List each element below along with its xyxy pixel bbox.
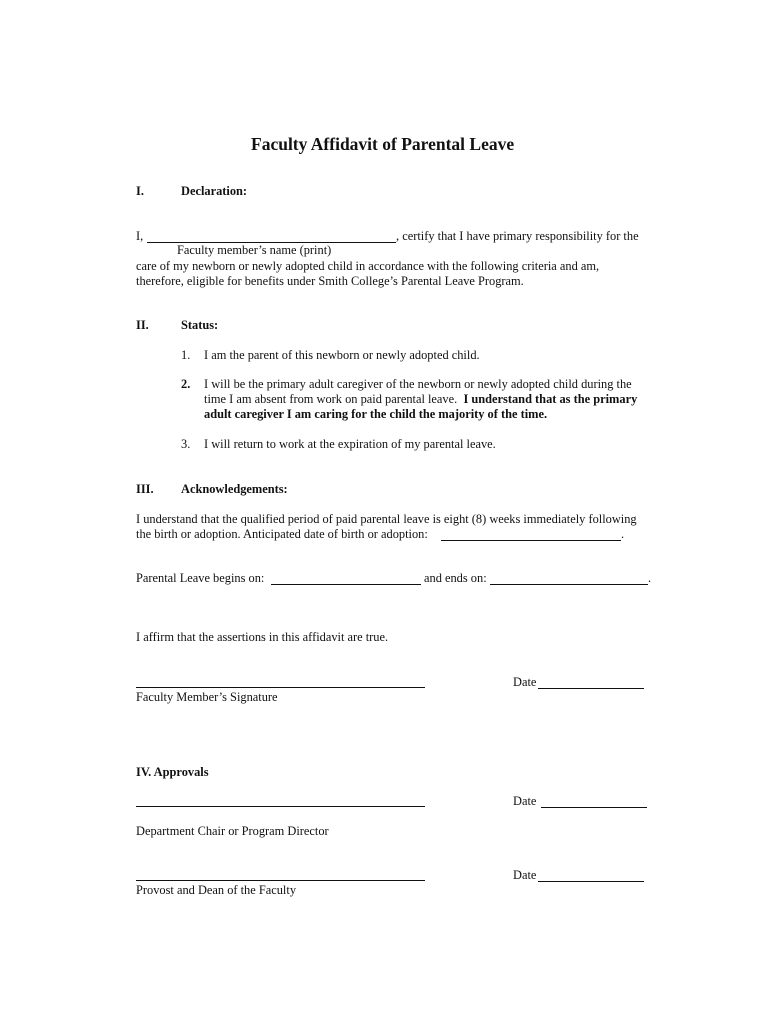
faculty-date-label: Date [513,675,537,689]
faculty-signature-field[interactable] [136,674,425,688]
leave-ends-label: and ends on: [424,571,487,585]
status-item-1-text: I am the parent of this newborn or newly adopted child. [204,348,480,362]
declaration-line-3: therefore, eligible for benefits under Smith College’s Parental Leave Program. [136,274,524,288]
page-title: Faculty Affidavit of Parental Leave [251,134,515,154]
section-3-heading: Acknowledgements: [181,482,288,496]
ack-line-2: the birth or adoption. Anticipated date of birth or adoption: [136,527,428,541]
affirm-statement: I affirm that the assertions in this affidavit are true. [136,630,389,644]
chair-date-label: Date [513,794,537,808]
status-item-1-number: 1. [181,348,191,362]
leave-begins-field[interactable] [271,571,421,585]
provost-date-field[interactable] [538,868,644,882]
declaration-line-2: care of my newborn or newly adopted child in accordance with the following criteria and am, [136,259,600,273]
status-item-3-number: 3. [181,437,191,451]
status-item-2-line-3: adult caregiver I am caring for the child the majority of the time. [204,407,548,421]
section-2-numeral: II. [136,318,149,332]
status-item-2-line-1: I will be the primary adult caregiver of the newborn or newly adopted child during the [204,377,632,391]
faculty-name-field[interactable] [147,229,396,243]
status-item-2-bold: I understand that as the primary [463,392,638,406]
provost-caption: Provost and Dean of the Faculty [136,883,297,897]
chair-date-field[interactable] [541,794,647,808]
provost-date-label: Date [513,868,537,882]
chair-caption: Department Chair or Program Director [136,824,329,838]
section-1-heading: Declaration: [181,184,248,198]
section-3-numeral: III. [136,482,154,496]
leave-ends-period: . [648,571,652,585]
status-item-2-plain: time I am absent from work on paid parental leave. [204,392,458,406]
provost-signature-field[interactable] [136,867,425,881]
certify-text: , certify that I have primary responsibility for the [396,229,639,243]
leave-ends-field[interactable] [490,571,648,585]
declaration-prefix: I, [136,229,144,243]
ack-line-1: I understand that the qualified period of paid parental leave is eight (8) weeks immediately following [136,512,637,526]
faculty-signature-caption: Faculty Member’s Signature [136,690,278,704]
anticipated-date-field[interactable] [441,527,621,541]
status-item-2-number: 2. [181,377,191,391]
section-4-heading: IV. Approvals [136,765,209,779]
faculty-date-field[interactable] [538,675,644,689]
status-item-3-text: I will return to work at the expiration of my parental leave. [204,437,496,451]
status-item-2-line-2 [204,392,637,407]
name-caption: Faculty member’s name (print) [177,243,332,257]
ack-line-2-period: . [621,527,625,541]
section-1-numeral: I. [136,184,144,198]
section-2-heading: Status: [181,318,219,332]
chair-signature-field[interactable] [136,793,425,807]
leave-begins-label: Parental Leave begins on: [136,571,265,585]
